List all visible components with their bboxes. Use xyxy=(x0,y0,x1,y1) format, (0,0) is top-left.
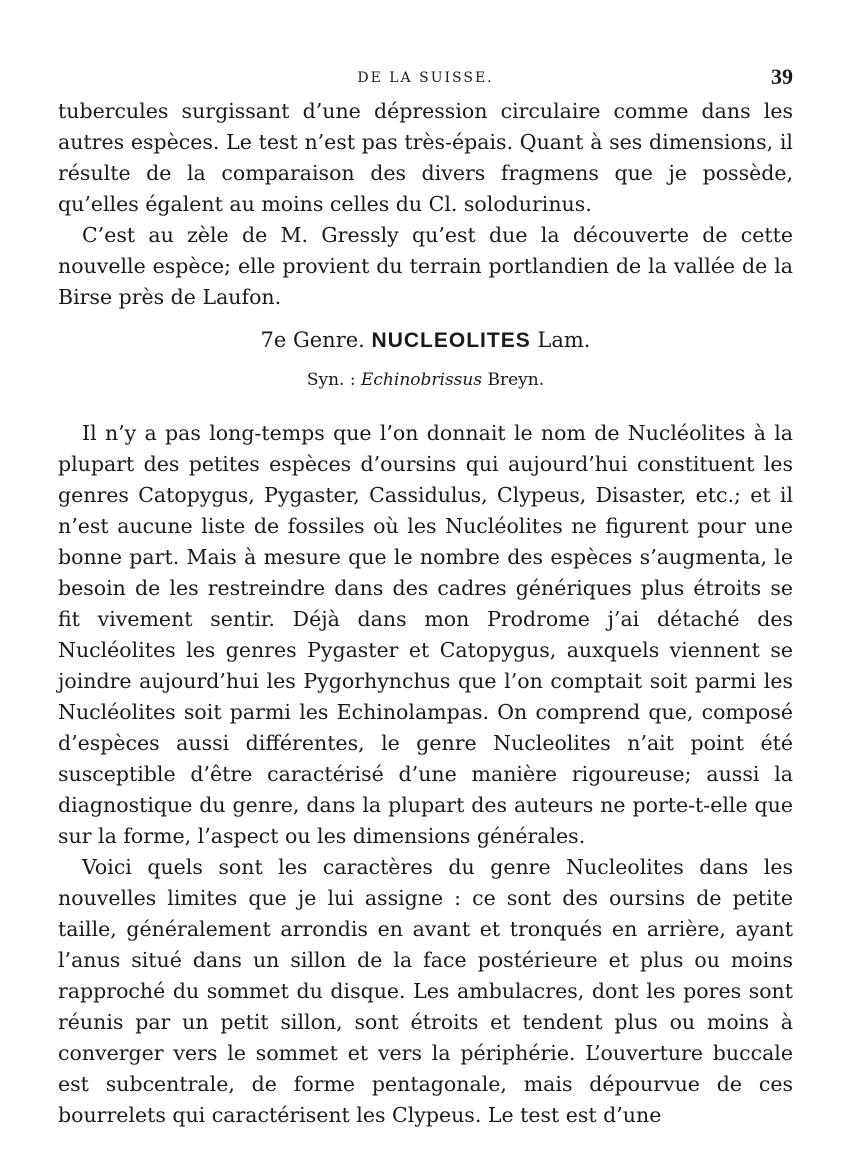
page xyxy=(58,60,793,1131)
paragraph-1: tubercules surgissant d’une dépression circulaire comme dans les autres espèces. Le test n’est pas très-épais. Quant à ses dimensions, il résulte de la comparaison des divers fragmens que je possède, qu’elles égalent au moins celles du Cl. solodurinus. xyxy=(58,99,793,216)
synonym-line xyxy=(58,366,793,394)
page-number: 39 xyxy=(771,64,793,89)
synonym-author: Breyn. xyxy=(487,370,545,390)
genus-name: NUCLEOLITES xyxy=(371,329,531,352)
paragraph-2: C’est au zèle de M. Gressly qu’est due la découverte de cette nouvelle espèce; elle provient du terrain portlandien de la vallée de la Birse près de Laufon. xyxy=(58,223,793,309)
paragraph-3: Il n’y a pas long-temps que l’on donnait le nom de Nucléolites à la plupart des petites espèces d’oursins qui aujourd’hui constituent les genres Catopygus, Pygaster, Cassidulus, Clypeus, Disaster, etc.; et il n’est aucune liste de fossiles où les Nucléolites ne figurent pour une bonne part. Mais à mesure que le nombre des espèces s’augmenta, le besoin de les restreindre dans des cadres génériques plus étroits se fit vivement sentir. Déjà dans mon Prodrome j’ai détaché des Nucléolites les genres Pygaster et Catopygus, auxquels viennent se joindre aujourd’hui les Pygorhynchus que l’on comptait soit parmi les Nucléolites soit parmi les Echinolampas. On comprend que, composé d’espèces aussi différentes, le genre Nucleolites n’ait point été susceptible d’être caractérisé d’une manière rigoureuse; aussi la diagnostique du genre, dans la plupart des auteurs ne porte-t-elle que sur la forme, l’aspect ou les dimensions générales. xyxy=(58,421,793,848)
running-head: DE LA SUISSE. xyxy=(357,70,494,86)
page-header xyxy=(58,60,793,96)
genus-heading xyxy=(58,325,793,356)
genus-author: Lam. xyxy=(537,328,591,352)
synonym-name: Echinobrissus xyxy=(361,370,483,390)
genus-prefix: 7e Genre. xyxy=(260,328,365,352)
synonym-label: Syn. : xyxy=(306,370,356,390)
paragraph-4: Voici quels sont les caractères du genre Nucleolites dans les nouvelles limites que je lui assigne : ce sont des oursins de petite taille, généralement arrondis en avant et tronqués en arrière, ayant l’anus situé dans un sillon de la face postérieure et plus ou moins rapproché du sommet du disque. Les ambulacres, dont les pores sont réunis par un petit sillon, sont étroits et tendent plus ou moins à converger vers le sommet et vers la périphérie. L’ouverture buccale est subcentrale, de forme pentagonale, mais dépourvue de ces bourrelets qui caractérisent les Clypeus. Le test est d’une xyxy=(58,855,793,1127)
